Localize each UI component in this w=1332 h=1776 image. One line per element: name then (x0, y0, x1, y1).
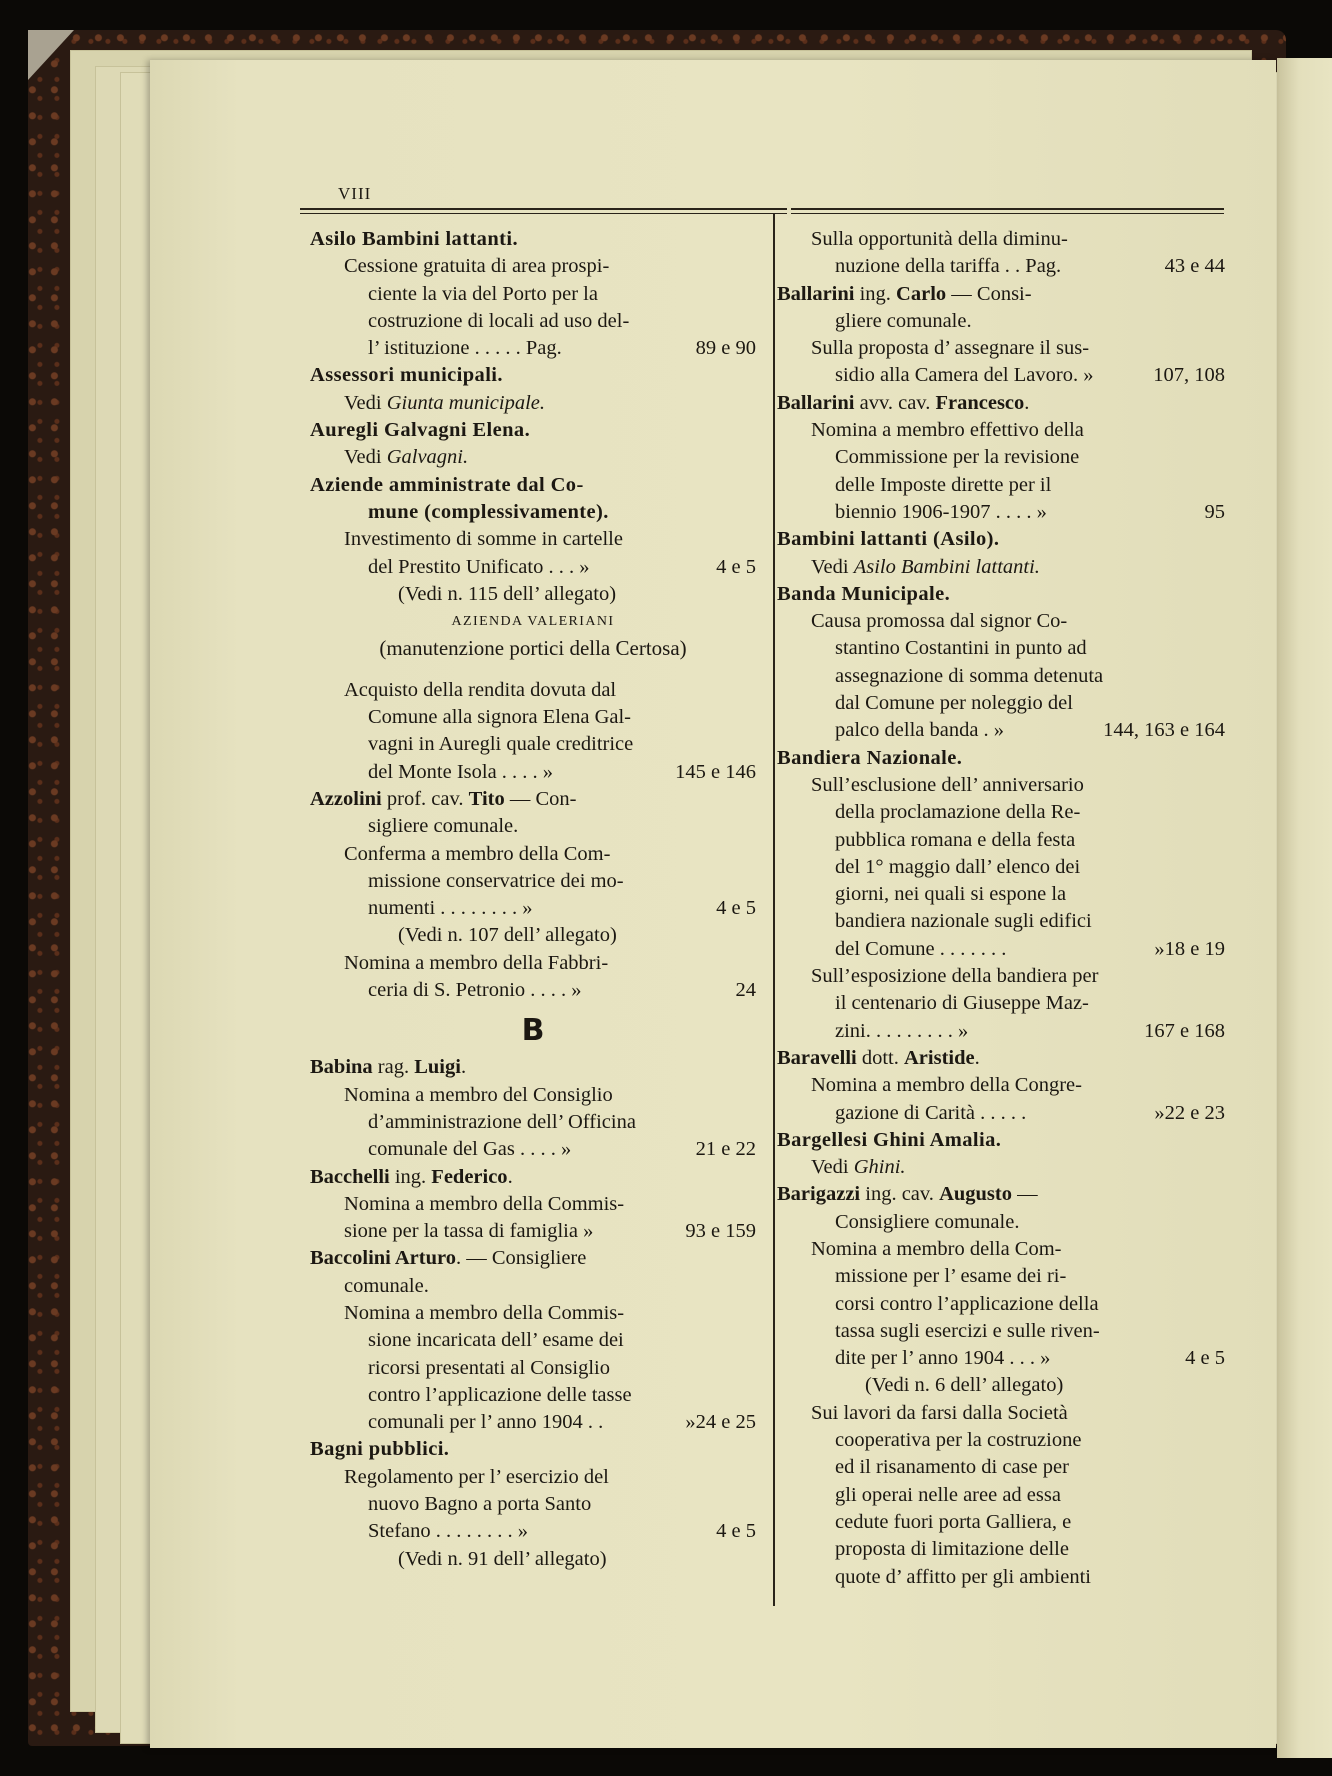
page-reference: 167 e 168 (1144, 1019, 1225, 1042)
sub-heading-note: (manutenzione portici della Certosa) (379, 636, 687, 661)
page-reference: 89 e 90 (695, 337, 756, 360)
entry-text: nuovo Bagno a porta Santo (368, 1493, 592, 1516)
entry-text: Sull’esclusione dell’ anniversario (811, 773, 1084, 796)
entry-text: sidio alla Camera del Lavoro. » 107, 108 (777, 362, 1225, 389)
entry-text: Sui lavori da farsi dalla Società (811, 1401, 1068, 1424)
entry-text: Investimento di somme in cartelle (344, 528, 623, 551)
right-column (777, 226, 1225, 1591)
allegato-note: (Vedi n. 107 dell’ allegato) (398, 924, 617, 947)
entry-text: ciente la via del Porto per la (368, 282, 598, 305)
page-folio: VIII (338, 184, 372, 203)
section-letter: B (521, 1013, 545, 1049)
entry-text: Vedi Galvagni. (344, 446, 469, 469)
page-reference: 43 e 44 (1164, 255, 1225, 278)
entry-text: del 1° maggio dall’ elenco dei (835, 855, 1081, 878)
entry-text: Conferma a membro della Com- (344, 842, 611, 865)
entry-heading: Bargellesi Ghini Amalia. (777, 1128, 1002, 1151)
entry-text: Comune alla signora Elena Gal- (368, 706, 631, 729)
entry-heading: Assessori municipali. (310, 364, 503, 387)
entry-text: proposta di limitazione delle (835, 1538, 1069, 1561)
entry-heading: Auregli Galvagni Elena. (310, 419, 531, 442)
entry-text: nuzione della tariffa . . Pag. 43 e 44 (777, 253, 1225, 280)
entry-heading: Ballarini avv. cav. Francesco. (777, 391, 1030, 414)
entry-text: ceria di S. Petronio . . . . » 24 (310, 977, 756, 1004)
page-reference: 4 e 5 (716, 555, 756, 578)
allegato-note: (Vedi n. 91 dell’ allegato) (398, 1547, 607, 1570)
page-reference: »18 e 19 (1154, 937, 1225, 960)
page-reference: 93 e 159 (685, 1220, 756, 1243)
entry-text: Nomina a membro della Fabbri- (344, 951, 609, 974)
entry-heading: Aziende amministrate dal Co- (310, 473, 584, 496)
entry-heading: Baccolini Arturo. — Consigliere (310, 1247, 587, 1270)
page-reference: 4 e 5 (1185, 1347, 1225, 1370)
entry-text: Nomina a membro della Congre- (811, 1074, 1082, 1097)
entry-text: Nomina a membro del Consiglio (344, 1083, 613, 1106)
page-reference: 145 e 146 (675, 760, 756, 783)
entry-heading: Bambini lattanti (Asilo). (777, 528, 1000, 551)
entry-heading: Bagni pubblici. (310, 1438, 450, 1461)
entry-text: numenti . . . . . . . . » 4 e 5 (310, 895, 756, 922)
entry-text: Nomina a membro effettivo della (811, 419, 1084, 442)
entry-text: Vedi Ghini. (811, 1156, 906, 1179)
entry-text: Vedi Giunta municipale. (344, 391, 545, 414)
entry-text: Cessione gratuita di area prospi- (344, 255, 610, 278)
cross-reference: Giunta municipale. (386, 391, 545, 414)
entry-text: Nomina a membro della Commis- (344, 1301, 625, 1324)
sub-heading: AZIENDA VALERIANI (451, 614, 615, 630)
entry-text: cooperativa per la costruzione (835, 1429, 1082, 1452)
entry-text: sione incaricata dell’ esame dei (368, 1329, 624, 1352)
entry-text: sione per la tassa di famiglia » 93 e 159 (310, 1218, 756, 1245)
entry-heading: Asilo Bambini lattanti. (310, 228, 518, 250)
entry-text: della proclamazione della Re- (835, 801, 1081, 824)
page-reference: 107, 108 (1153, 364, 1225, 387)
cross-reference: Asilo Bambini lattanti. (853, 555, 1040, 578)
entry-text: Nomina a membro della Com- (811, 1237, 1062, 1260)
page-reference: »22 e 23 (1154, 1101, 1225, 1124)
entry-text: il centenario di Giuseppe Maz- (835, 992, 1089, 1015)
header-rule-gap (787, 202, 791, 218)
entry-text: bandiera nazionale sugli edifici (835, 910, 1092, 933)
entry-heading: Baravelli dott. Aristide. (777, 1046, 980, 1069)
entry-heading: Banda Municipale. (777, 582, 951, 605)
entry-text: costruzione di locali ad uso del- (368, 309, 630, 332)
entry-text: tassa sugli esercizi e sulle riven- (835, 1319, 1100, 1342)
entry-text: Sulla opportunità della diminu- (811, 228, 1068, 250)
entry-text: cedute fuori porta Galliera, e (835, 1510, 1072, 1533)
entry-text: giorni, nei quali si espone la (835, 883, 1067, 906)
entry-text: comunale. (344, 1274, 429, 1297)
entry-text: Regolamento per l’ esercizio del (344, 1465, 609, 1488)
entry-text: d’amministrazione dell’ Officina (368, 1110, 636, 1133)
entry-heading: Babina rag. Luigi. (310, 1056, 467, 1079)
entry-heading: Bandiera Nazionale. (777, 746, 963, 769)
entry-text: vagni in Auregli quale creditrice (368, 733, 634, 756)
entry-text: del Monte Isola . . . . » 145 e 146 (310, 759, 756, 786)
page-reference: 95 (1204, 500, 1225, 523)
entry-text: delle Imposte dirette per il (835, 473, 1052, 496)
cross-reference: Ghini. (853, 1156, 906, 1179)
page-reference: 144, 163 e 164 (1103, 719, 1225, 742)
column-divider (773, 214, 775, 1606)
page-reference: 24 (735, 979, 756, 1002)
header-rule (300, 208, 1224, 210)
entry-text: biennio 1906-1907 . . . . » 95 (777, 499, 1225, 526)
entry-text: contro l’applicazione delle tasse (368, 1383, 632, 1406)
allegato-note: (Vedi n. 6 dell’ allegato) (865, 1374, 1064, 1397)
entry-heading: Azzolini prof. cav. Tito — Con- (310, 787, 577, 810)
cross-reference: Galvagni. (386, 446, 469, 469)
entry-text: Sull’esposizione della bandiera per (811, 965, 1099, 988)
entry-text: ricorsi presentati al Consiglio (368, 1356, 610, 1379)
entry-text: corsi contro l’applicazione della (835, 1292, 1099, 1315)
facing-page-edge (1277, 58, 1332, 1758)
entry-text: comunali per l’ anno 1904 . . »24 e 25 (310, 1409, 756, 1436)
entry-text: missione per l’ esame dei ri- (835, 1265, 1067, 1288)
entry-text: gazione di Carità . . . . . »22 e 23 (777, 1100, 1225, 1127)
entry-text: pubblica romana e della festa (835, 828, 1076, 851)
entry-heading: Ballarini ing. Carlo — Consi- (777, 282, 1032, 305)
page-reference: 4 e 5 (716, 1520, 756, 1543)
header-rule-thin (300, 213, 1224, 214)
entry-text: assegnazione di somma detenuta (835, 664, 1104, 687)
entry-heading: Barigazzi ing. cav. Augusto — (777, 1183, 1038, 1206)
entry-text: Sulla proposta d’ assegnare il sus- (811, 337, 1090, 360)
left-column (310, 226, 756, 1573)
entry-text: Stefano . . . . . . . . » 4 e 5 (310, 1518, 756, 1545)
page-reference: 21 e 22 (695, 1138, 756, 1161)
entry-text: del Comune . . . . . . . »18 e 19 (777, 936, 1225, 963)
entry-text: ed il risanamento di case per (835, 1456, 1069, 1479)
entry-text: Consigliere comunale. (835, 1210, 1020, 1233)
entry-text: Acquisto della rendita dovuta dal (344, 678, 617, 701)
entry-text: zini. . . . . . . . . » 167 e 168 (777, 1018, 1225, 1045)
entry-text: Vedi Asilo Bambini lattanti. (811, 555, 1040, 578)
entry-text: Commissione per la revisione (835, 446, 1080, 469)
entry-text: palco della banda . » 144, 163 e 164 (777, 717, 1225, 744)
entry-text: gliere comunale. (835, 309, 972, 332)
entry-text: comunale del Gas . . . . » 21 e 22 (310, 1136, 756, 1163)
page-reference: 4 e 5 (716, 897, 756, 920)
entry-text: del Prestito Unificato . . . » 4 e 5 (310, 554, 756, 581)
entry-text: l’ istituzione . . . . . Pag. 89 e 90 (310, 335, 756, 362)
entry-text: sigliere comunale. (368, 815, 519, 838)
entry-text: stantino Costantini in punto ad (835, 637, 1087, 660)
entry-text: quote d’ affitto per gli ambienti (835, 1565, 1091, 1588)
entry-text: missione conservatrice dei mo- (368, 869, 624, 892)
entry-text: dal Comune per noleggio del (835, 692, 1073, 715)
allegato-note: (Vedi n. 115 dell’ allegato) (398, 582, 617, 605)
entry-text: gli operai nelle aree ad essa (835, 1483, 1061, 1506)
page-reference: »24 e 25 (685, 1411, 756, 1434)
entry-heading: Bacchelli ing. Federico. (310, 1165, 513, 1188)
entry-text: dite per l’ anno 1904 . . . » 4 e 5 (777, 1345, 1225, 1372)
entry-text: Causa promossa dal signor Co- (811, 610, 1068, 633)
entry-text: Nomina a membro della Commis- (344, 1192, 625, 1215)
entry-heading: mune (complessivamente). (368, 500, 609, 523)
